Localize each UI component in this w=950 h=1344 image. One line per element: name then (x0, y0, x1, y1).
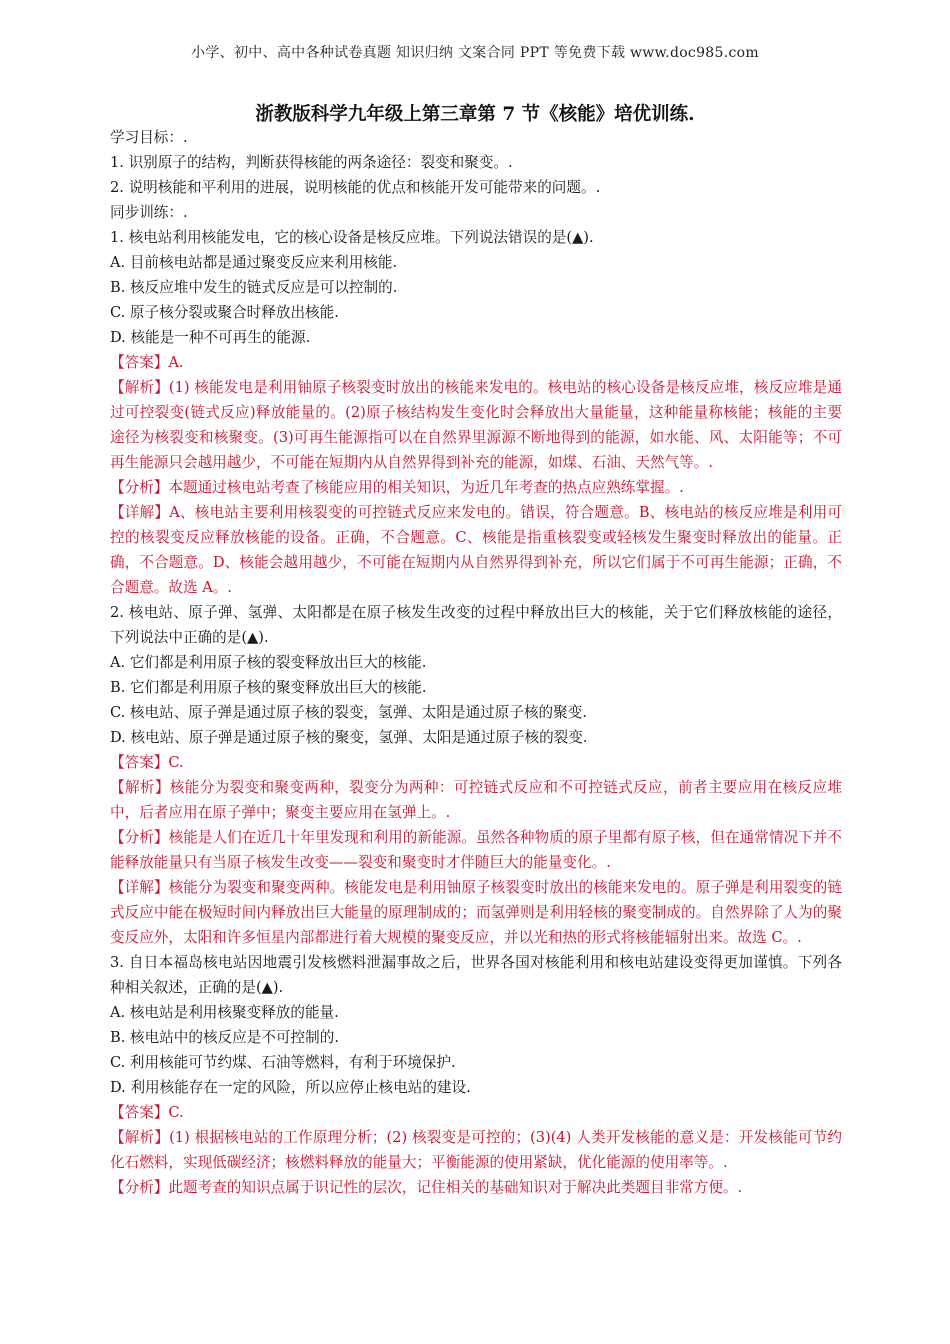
q3-stem: 3. 自日本福岛核电站因地震引发核燃料泄漏事故之后，世界各国对核能利用和核电站建设变得更加谨慎。下列各种相关叙述，正确的是(▲). (110, 954, 842, 996)
objective-2: 2. 说明核能和平利用的进展，说明核能的优点和核能开发可能带来的问题。. (110, 179, 601, 196)
q1-answer (110, 350, 842, 375)
summary-tag: 【分析】 (110, 479, 169, 496)
q1-option-d: D. 核能是一种不可再生的能源. (110, 329, 311, 346)
q2-stem: 2. 核电站、原子弹、氢弹、太阳都是在原子核发生改变的过程中释放出巨大的核能，关于它们释放核能的途径，下列说法中正确的是(▲). (110, 604, 842, 646)
summary-tag: 【分析】 (110, 1179, 169, 1196)
q3-option-b: B. 核电站中的核反应是不可控制的. (110, 1029, 339, 1046)
q1-option-c: C. 原子核分裂或聚合时释放出核能. (110, 304, 339, 321)
q1-stem: 1. 核电站利用核能发电，它的核心设备是核反应堆。下列说法错误的是(▲). (110, 229, 594, 246)
analysis-text: 核能分为裂变和聚变两种，裂变分为两种：可控链式反应和不可控链式反应，前者主要应用在核反应堆中，后者应用在原子弹中；聚变主要应用在氢弹上。. (110, 779, 842, 821)
summary-tag: 【分析】 (110, 829, 169, 846)
q1-summary (110, 475, 842, 500)
sync-training-label: 同步训练：. (110, 204, 188, 221)
q2-answer (110, 750, 842, 775)
summary-text: 核能是人们在近几十年里发现和利用的新能源。虽然各种物质的原子里都有原子核，但在通常情况下并不能释放能量只有当原子核发生改变——裂变和聚变时才伴随巨大的能量变化。. (110, 829, 842, 871)
answer-tag: 【答案】 (110, 1104, 169, 1121)
q2-option-c: C. 核电站、原子弹是通过原子核的裂变，氢弹、太阳是通过原子核的聚变. (110, 704, 587, 721)
q3-summary (110, 1175, 842, 1200)
q2-summary (110, 825, 842, 875)
summary-text: 此题考查的知识点属于识记性的层次，记住相关的基础知识对于解决此类题目非常方便。. (168, 1179, 743, 1196)
q1-analysis (110, 375, 842, 475)
q3-option-a: A. 核电站是利用核聚变释放的能量. (110, 1004, 339, 1021)
q2-analysis (110, 775, 842, 825)
q2-option-a: A. 它们都是利用原子核的裂变释放出巨大的核能. (110, 654, 427, 671)
analysis-tag: 【解析】 (110, 379, 169, 396)
analysis-tag: 【解析】 (110, 779, 170, 796)
answer-tag: 【答案】 (110, 754, 169, 771)
answer-value: C. (168, 1104, 184, 1121)
q2-detail (110, 875, 842, 950)
detail-tag: 【详解】 (110, 504, 170, 521)
answer-value: A. (168, 354, 184, 371)
analysis-tag: 【解析】 (110, 1129, 170, 1146)
analysis-text: (1) 核能发电是利用铀原子核裂变时放出的核能来发电的。核电站的核心设备是核反应堆，核反应堆是通过可控裂变(链式反应)释放能量的。(2)原子核结构发生变化时会释放出大量能量，这种能量称核能；核能的主要途径为核裂变和核聚变。(3)可再生能源指可以在自然界里源源不断地得到的能源，如水能、风、太阳能等；不可再生能源只会越用越少，不可能在短期内从自然界得到补充的能源，如煤、石油、天然气等。. (110, 379, 842, 471)
q3-answer (110, 1100, 842, 1125)
q1-detail (110, 500, 842, 600)
analysis-text: (1) 根据核电站的工作原理分析；(2) 核裂变是可控的；(3)(4) 人类开发核能的意义是：开发核能可节约化石燃料，实现低碳经济；核燃料释放的能量大；平衡能源的使用紧缺，优化能源的使用率等。. (110, 1129, 842, 1171)
q1-option-b: B. 核反应堆中发生的链式反应是可以控制的. (110, 279, 398, 296)
document-body (110, 125, 842, 1200)
q2-option-b: B. 它们都是利用原子核的聚变释放出巨大的核能. (110, 679, 427, 696)
objective-1: 1. 识别原子的结构，判断获得核能的两条途径：裂变和聚变。. (110, 154, 513, 171)
answer-tag: 【答案】 (110, 354, 169, 371)
page-header: 小学、初中、高中各种试卷真题 知识归纳 文案合同 PPT 等免费下载 www.doc985.com (191, 45, 759, 61)
q1-option-a: A. 目前核电站都是通过聚变反应来利用核能. (110, 254, 398, 271)
answer-value: C. (168, 754, 184, 771)
objectives-label: 学习目标：. (110, 129, 188, 146)
summary-text: 本题通过核电站考查了核能应用的相关知识，为近几年考查的热点应熟练掌握。. (168, 479, 684, 496)
detail-tag: 【详解】 (110, 879, 169, 896)
q3-option-d: D. 利用核能存在一定的风险，所以应停止核电站的建设. (110, 1079, 471, 1096)
q3-option-c: C. 利用核能可节约煤、石油等燃料，有利于环境保护. (110, 1054, 456, 1071)
q2-option-d: D. 核电站、原子弹是通过原子核的聚变，氢弹、太阳是通过原子核的裂变. (110, 729, 588, 746)
detail-text: 核能分为裂变和聚变两种。核能发电是利用铀原子核裂变时放出的核能来发电的。原子弹是利用裂变的链式反应中能在极短时间内释放出巨大能量的原理制成的；而氢弹则是利用轻核的聚变制成的。自然界除了人为的聚变反应外，太阳和许多恒星内部都进行着大规模的聚变反应，并以光和热的形式将核能辐射出来。故选 C。. (110, 879, 842, 946)
detail-text: A、核电站主要利用核裂变的可控链式反应来发电的。错误，符合题意。B、核电站的核反应堆是利用可控的核裂变反应释放核能的设备。正确，不合题意。C、核能是指重核裂变或轻核发生聚变时释放出的能量。正确，不合题意。D、核能会越用越少，不可能在短期内从自然界得到补充，所以它们属于不可再生能源；正确，不合题意。故选 A。. (110, 504, 842, 596)
document-title: 浙教版科学九年级上第三章第 7 节《核能》培优训练. (255, 104, 695, 125)
q3-analysis (110, 1125, 842, 1175)
